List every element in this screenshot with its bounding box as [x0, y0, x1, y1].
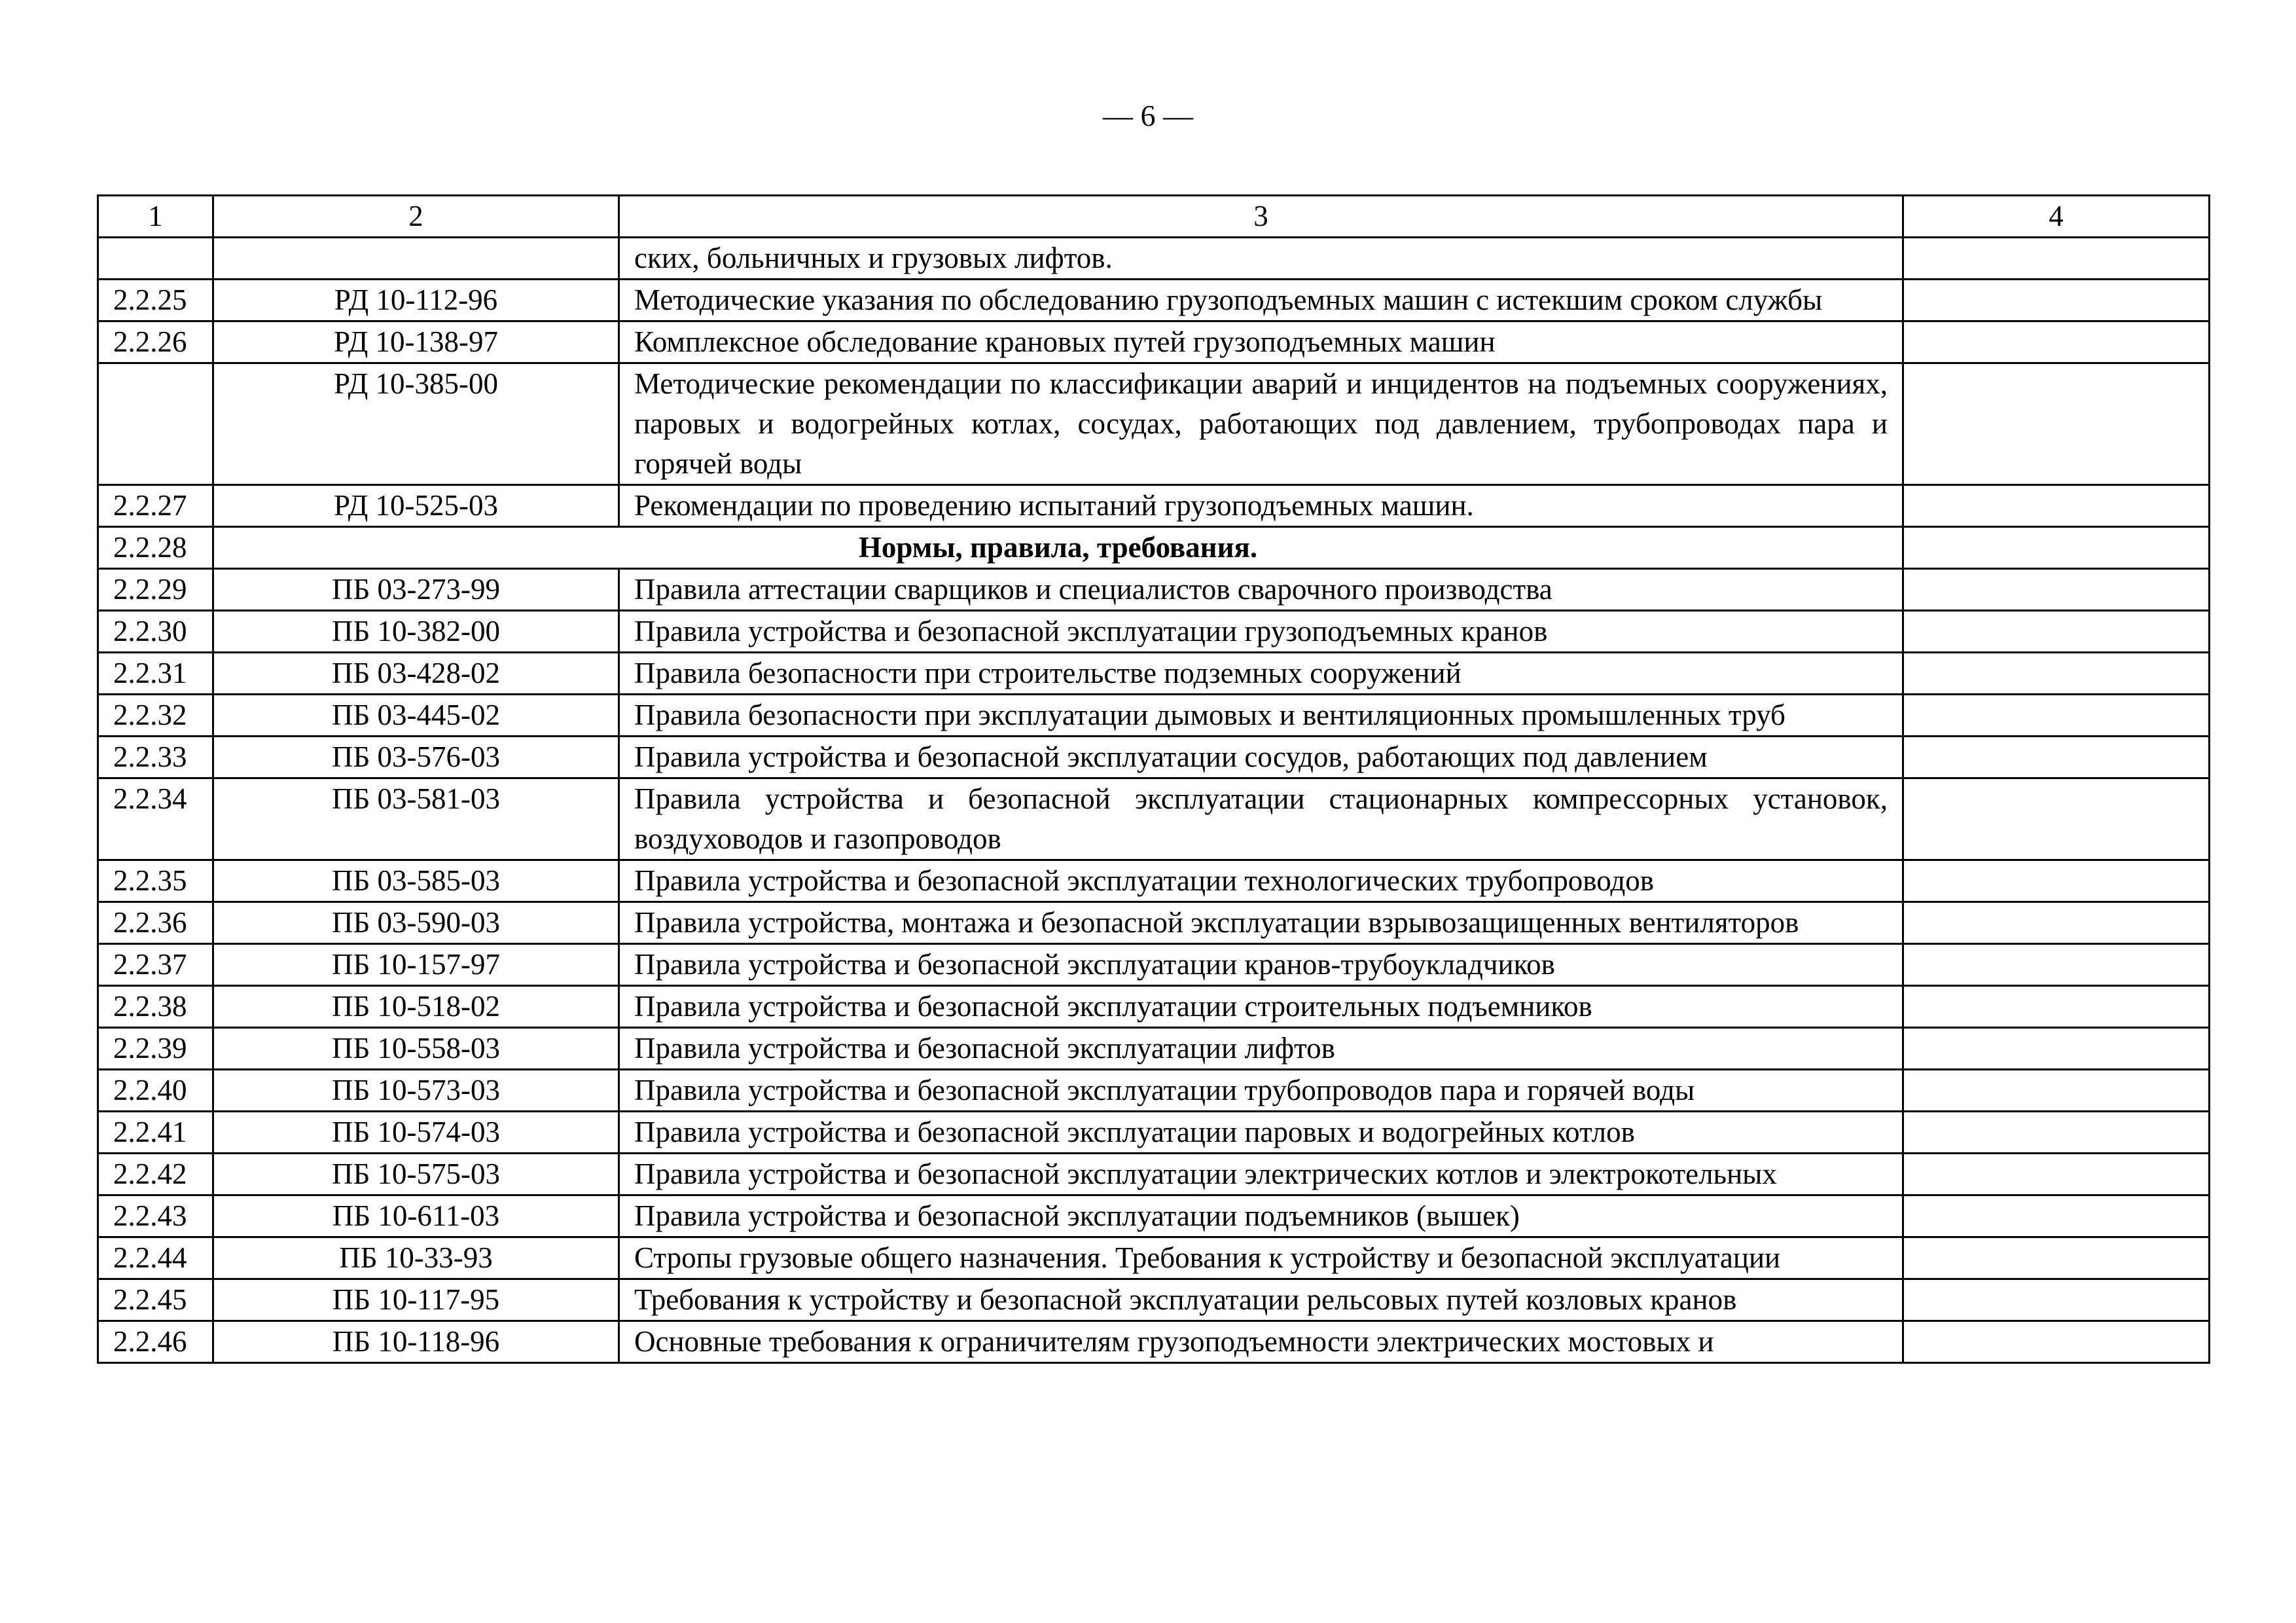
notes-cell — [1903, 527, 2210, 569]
document-title: Правила устройства и безопасной эксплуатации стационарных компрессорных установок, воздуховодов и газопроводов — [619, 778, 1903, 860]
notes-cell — [1903, 1112, 2210, 1154]
item-number — [98, 238, 213, 280]
table-row — [98, 986, 2210, 1028]
document-title: Комплексное обследование крановых путей грузоподъемных машин — [619, 321, 1903, 363]
notes-cell — [1903, 1154, 2210, 1195]
table-row — [98, 653, 2210, 695]
document-code: ПБ 10-382-00 — [213, 611, 619, 653]
document-code: ПБ 10-573-03 — [213, 1070, 619, 1112]
item-number: 2.2.25 — [98, 280, 213, 321]
document-title: ских, больничных и грузовых лифтов. — [619, 238, 1903, 280]
table-row — [98, 1112, 2210, 1154]
item-number: 2.2.38 — [98, 986, 213, 1028]
table-row — [98, 860, 2210, 902]
item-number: 2.2.43 — [98, 1195, 213, 1237]
table-row — [98, 737, 2210, 778]
table-row — [98, 695, 2210, 737]
item-number: 2.2.34 — [98, 778, 213, 860]
document-code: ПБ 10-611-03 — [213, 1195, 619, 1237]
notes-cell — [1903, 485, 2210, 527]
table-row — [98, 1070, 2210, 1112]
table-header-row — [98, 196, 2210, 238]
table-row — [98, 1321, 2210, 1363]
table-row — [98, 611, 2210, 653]
document-title: Правила устройства и безопасной эксплуатации технологических трубопроводов — [619, 860, 1903, 902]
column-header-1: 1 — [98, 196, 213, 238]
document-title: Правила аттестации сварщиков и специалистов сварочного производства — [619, 569, 1903, 611]
document-code: РД 10-138-97 — [213, 321, 619, 363]
notes-cell — [1903, 569, 2210, 611]
item-number: 2.2.45 — [98, 1279, 213, 1321]
column-header-3: 3 — [619, 196, 1903, 238]
item-number: 2.2.28 — [98, 527, 213, 569]
table-row — [98, 569, 2210, 611]
table-row — [98, 321, 2210, 363]
document-title: Методические указания по обследованию грузоподъемных машин с истекшим сроком службы — [619, 280, 1903, 321]
section-row — [98, 527, 2210, 569]
table-row — [98, 280, 2210, 321]
document-code: ПБ 03-585-03 — [213, 860, 619, 902]
table-row — [98, 1279, 2210, 1321]
item-number: 2.2.42 — [98, 1154, 213, 1195]
notes-cell — [1903, 902, 2210, 944]
document-code: РД 10-385-00 — [213, 363, 619, 485]
page-number: — 6 — — [1103, 99, 1193, 132]
document-title: Правила устройства и безопасной эксплуатации подъемников (вышек) — [619, 1195, 1903, 1237]
document-title: Правила устройства и безопасной эксплуатации электрических котлов и электрокотельных — [619, 1154, 1903, 1195]
notes-cell — [1903, 1195, 2210, 1237]
item-number: 2.2.46 — [98, 1321, 213, 1363]
table-row — [98, 778, 2210, 860]
item-number: 2.2.32 — [98, 695, 213, 737]
document-code: РД 10-525-03 — [213, 485, 619, 527]
table-row — [98, 363, 2210, 485]
document-title: Требования к устройству и безопасной эксплуатации рельсовых путей козловых кранов — [619, 1279, 1903, 1321]
document-code: ПБ 10-574-03 — [213, 1112, 619, 1154]
notes-cell — [1903, 653, 2210, 695]
notes-cell — [1903, 280, 2210, 321]
notes-cell — [1903, 986, 2210, 1028]
document-code: ПБ 10-558-03 — [213, 1028, 619, 1070]
notes-cell — [1903, 1279, 2210, 1321]
item-number: 2.2.33 — [98, 737, 213, 778]
document-title: Рекомендации по проведению испытаний грузоподъемных машин. — [619, 485, 1903, 527]
notes-cell — [1903, 1028, 2210, 1070]
item-number: 2.2.35 — [98, 860, 213, 902]
notes-cell — [1903, 1237, 2210, 1279]
standards-table — [97, 194, 2210, 1364]
document-title: Стропы грузовые общего назначения. Требования к устройству и безопасной эксплуатации — [619, 1237, 1903, 1279]
document-title: Правила устройства и безопасной эксплуатации грузоподъемных кранов — [619, 611, 1903, 653]
notes-cell — [1903, 944, 2210, 986]
document-code: РД 10-112-96 — [213, 280, 619, 321]
document-title: Методические рекомендации по классификации аварий и инцидентов на подъемных сооружениях, паровых и водогрейных котлах, сосудах, работающих под давлением, трубопроводах пара и горячей воды — [619, 363, 1903, 485]
notes-cell — [1903, 363, 2210, 485]
item-number: 2.2.44 — [98, 1237, 213, 1279]
document-code: ПБ 03-576-03 — [213, 737, 619, 778]
column-header-4: 4 — [1903, 196, 2210, 238]
table-row — [98, 1237, 2210, 1279]
item-number: 2.2.39 — [98, 1028, 213, 1070]
document-title: Правила устройства и безопасной эксплуатации кранов-трубоукладчиков — [619, 944, 1903, 986]
document-title: Правила устройства и безопасной эксплуатации паровых и водогрейных котлов — [619, 1112, 1903, 1154]
document-code: ПБ 10-117-95 — [213, 1279, 619, 1321]
item-number: 2.2.41 — [98, 1112, 213, 1154]
document-code: ПБ 10-518-02 — [213, 986, 619, 1028]
document-title: Правила устройства, монтажа и безопасной эксплуатации взрывозащищенных вентиляторов — [619, 902, 1903, 944]
item-number: 2.2.37 — [98, 944, 213, 986]
notes-cell — [1903, 611, 2210, 653]
item-number: 2.2.36 — [98, 902, 213, 944]
item-number: 2.2.31 — [98, 653, 213, 695]
document-code: ПБ 03-581-03 — [213, 778, 619, 860]
document-code: ПБ 10-157-97 — [213, 944, 619, 986]
table-row — [98, 944, 2210, 986]
column-header-2: 2 — [213, 196, 619, 238]
document-code: ПБ 03-428-02 — [213, 653, 619, 695]
item-number: 2.2.27 — [98, 485, 213, 527]
notes-cell — [1903, 238, 2210, 280]
document-title: Правила безопасности при строительстве подземных сооружений — [619, 653, 1903, 695]
document-title: Правила устройства и безопасной эксплуатации строительных подъемников — [619, 986, 1903, 1028]
document-title: Правила безопасности при эксплуатации дымовых и вентиляционных промышленных труб — [619, 695, 1903, 737]
document-code: ПБ 10-33-93 — [213, 1237, 619, 1279]
table-row — [98, 902, 2210, 944]
document-title: Правила устройства и безопасной эксплуатации лифтов — [619, 1028, 1903, 1070]
table-row — [98, 485, 2210, 527]
item-number: 2.2.26 — [98, 321, 213, 363]
document-code — [213, 238, 619, 280]
notes-cell — [1903, 1070, 2210, 1112]
document-code: ПБ 03-590-03 — [213, 902, 619, 944]
notes-cell — [1903, 321, 2210, 363]
notes-cell — [1903, 860, 2210, 902]
table-row — [98, 238, 2210, 280]
table-row — [98, 1195, 2210, 1237]
document-code: ПБ 10-575-03 — [213, 1154, 619, 1195]
document-code: ПБ 03-273-99 — [213, 569, 619, 611]
document-title: Правила устройства и безопасной эксплуатации трубопроводов пара и горячей воды — [619, 1070, 1903, 1112]
item-number — [98, 363, 213, 485]
item-number: 2.2.40 — [98, 1070, 213, 1112]
document-title: Правила устройства и безопасной эксплуатации сосудов, работающих под давлением — [619, 737, 1903, 778]
document-title: Основные требования к ограничителям грузоподъемности электрических мостовых и — [619, 1321, 1903, 1363]
notes-cell — [1903, 695, 2210, 737]
item-number: 2.2.30 — [98, 611, 213, 653]
item-number: 2.2.29 — [98, 569, 213, 611]
table-row — [98, 1028, 2210, 1070]
document-code: ПБ 10-118-96 — [213, 1321, 619, 1363]
table-row — [98, 1154, 2210, 1195]
notes-cell — [1903, 737, 2210, 778]
notes-cell — [1903, 778, 2210, 860]
notes-cell — [1903, 1321, 2210, 1363]
section-heading: Нормы, правила, требования. — [213, 527, 1903, 569]
document-code: ПБ 03-445-02 — [213, 695, 619, 737]
